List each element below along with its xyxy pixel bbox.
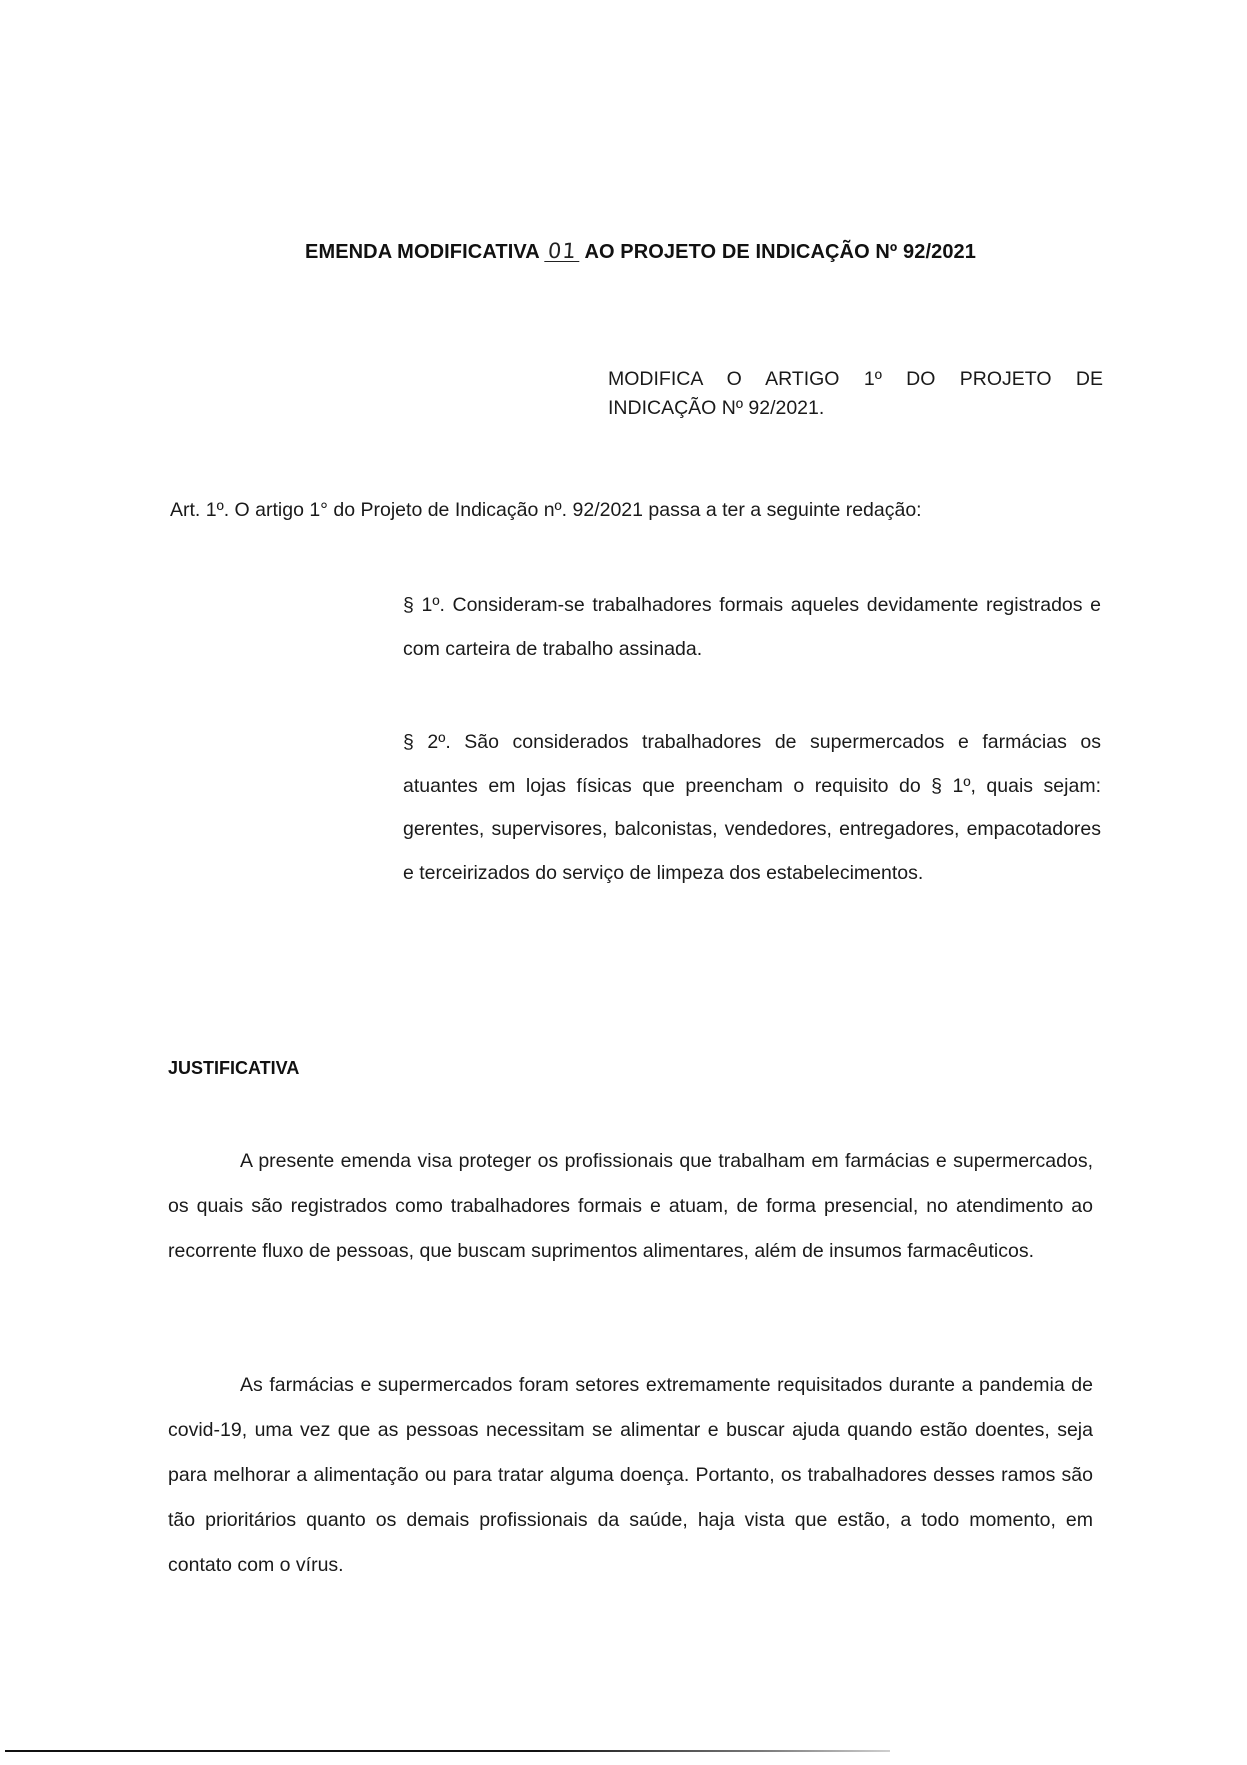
title-prefix: EMENDA MODIFICATIVA (305, 241, 540, 263)
footer-rule (5, 1750, 890, 1752)
justification-paragraph-2: As farmácias e supermercados foram setores extremamente requisitados durante a pandemia de covid-19, uma vez que as pessoas necessitam se alimentar e buscar ajuda quando estão doentes, seja para melhorar a alimentação ou para tratar alguma doença. Portanto, os trabalhadores desses ramos são tão prioritários quanto os demais profissionais da saúde, haja vista que estão, a todo momento, em contato com o vírus. (168, 1374, 1093, 1576)
title-suffix: AO PROJETO DE INDICAÇÃO Nº 92/2021 (584, 241, 976, 263)
document-title (305, 241, 976, 264)
handwritten-amendment-number: 01 (544, 241, 580, 262)
ementa-summary (608, 365, 1103, 423)
ementa-line-1: MODIFICA O ARTIGO 1º DO PROJETO DE (608, 368, 1103, 390)
article-1: Art. 1º. O artigo 1° do Projeto de Indicação nº. 92/2021 passa a ter a seguinte redação: (170, 499, 922, 521)
paragraph-2: § 2º. São considerados trabalhadores de supermercados e farmácias os atuantes em lojas físicas que preencham o requisito do § 1º, quais sejam: gerentes, supervisores, balconistas, vendedores, entregadores, empacotadores e terceirizados do serviço de limpeza dos estabelecimentos. (403, 731, 1101, 884)
ementa-line-2: INDICAÇÃO Nº 92/2021. (608, 397, 825, 419)
paragraph-1: § 1º. Consideram-se trabalhadores formais aqueles devidamente registrados e com carteira de trabalho assinada. (403, 594, 1101, 660)
justification-paragraph-1: A presente emenda visa proteger os profissionais que trabalham em farmácias e supermercados, os quais são registrados como trabalhadores formais e atuam, de forma presencial, no atendimento ao recorrente fluxo de pessoas, que buscam suprimentos alimentares, além de insumos farmacêuticos. (168, 1150, 1093, 1262)
justification-heading: JUSTIFICATIVA (168, 1058, 300, 1078)
